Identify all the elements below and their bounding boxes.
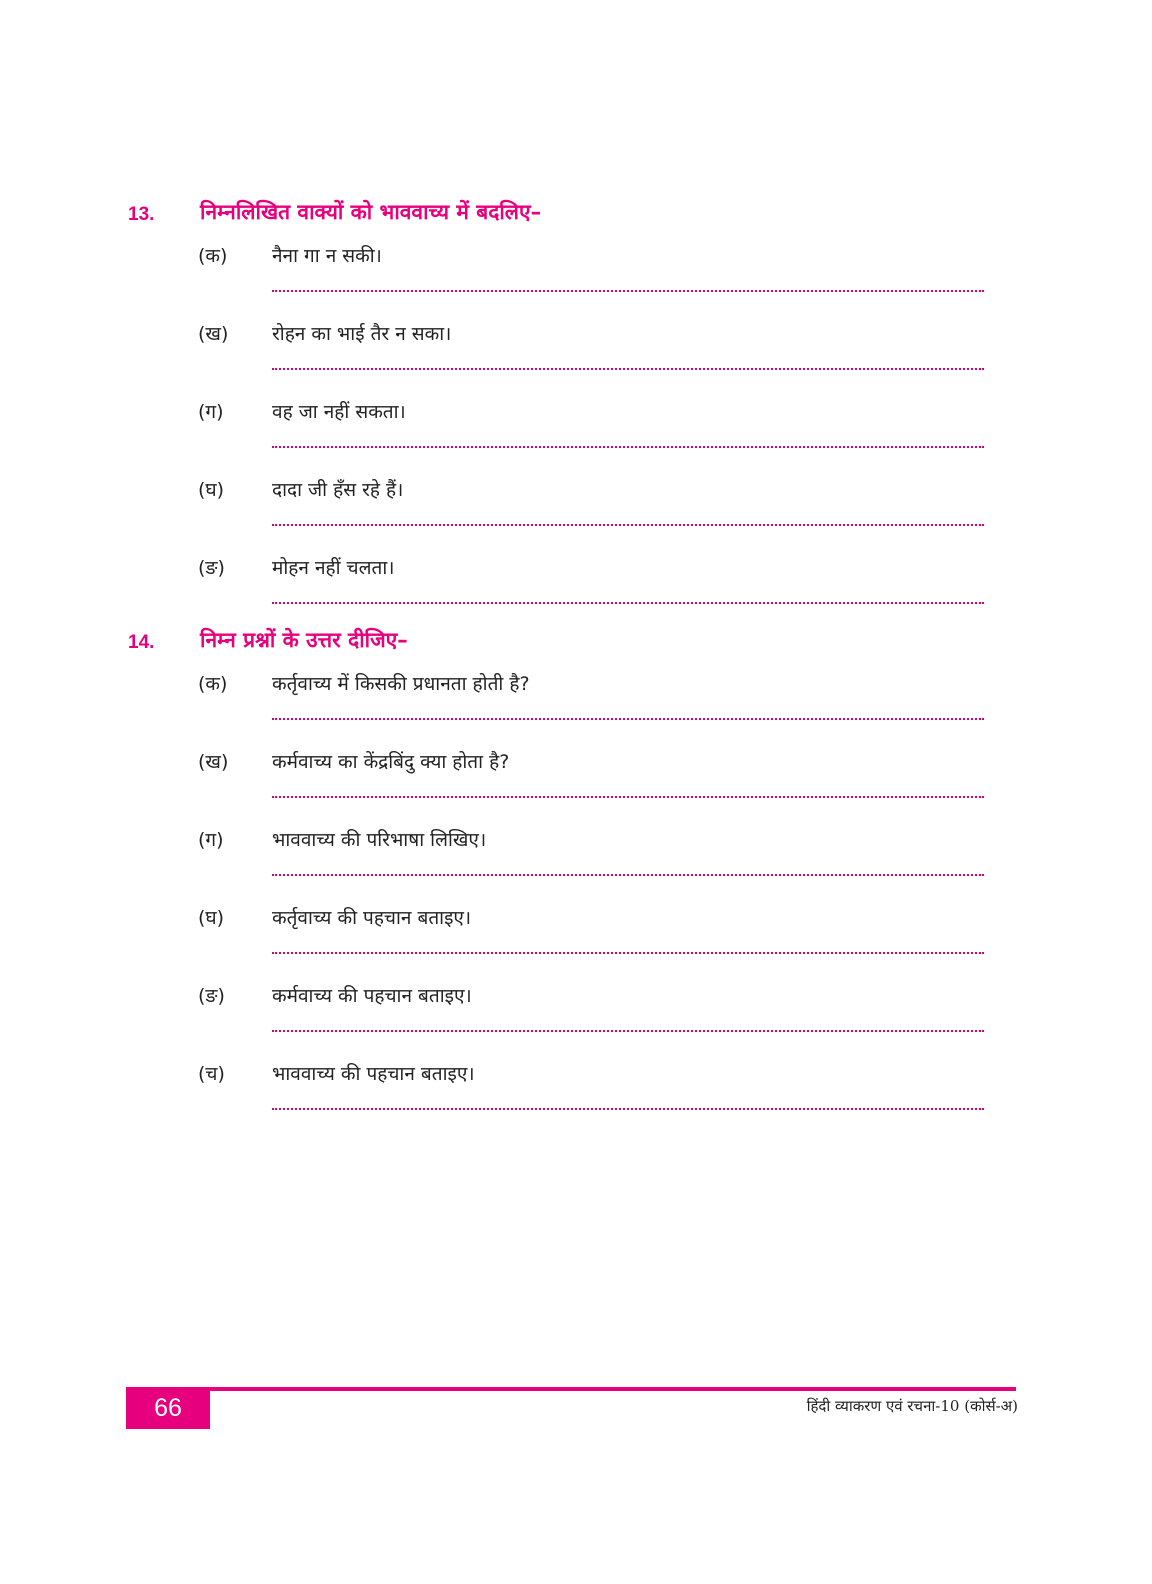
item-text: वह जा नहीं सकता। xyxy=(272,401,406,423)
list-item xyxy=(0,666,1152,744)
list-item xyxy=(0,394,1152,472)
answer-line[interactable] xyxy=(272,524,984,526)
list-item xyxy=(0,744,1152,822)
answer-line[interactable] xyxy=(272,718,984,720)
page-number xyxy=(126,1387,210,1429)
list-item xyxy=(0,472,1152,550)
item-text: कर्मवाच्य का केंद्रबिंदु क्या होता है? xyxy=(272,751,510,773)
answer-line[interactable] xyxy=(272,446,984,448)
list-item xyxy=(0,822,1152,900)
item-marker: (ङ) xyxy=(198,557,225,579)
question-14 xyxy=(0,626,1152,1134)
list-item xyxy=(0,900,1152,978)
item-text: मोहन नहीं चलता। xyxy=(272,557,395,579)
answer-line[interactable] xyxy=(272,1030,984,1032)
item-marker: (ग) xyxy=(198,401,224,423)
item-text: दादा जी हँस रहे हैं। xyxy=(272,479,404,501)
list-item xyxy=(0,238,1152,316)
question-header xyxy=(0,626,1152,666)
item-text: रोहन का भाई तैर न सका। xyxy=(272,323,452,345)
question-header xyxy=(0,198,1152,238)
question-13 xyxy=(0,198,1152,628)
answer-line[interactable] xyxy=(272,796,984,798)
answer-line[interactable] xyxy=(272,602,984,604)
answer-line[interactable] xyxy=(272,874,984,876)
item-marker: (ख) xyxy=(198,323,229,345)
item-text: कर्मवाच्य की पहचान बताइए। xyxy=(272,985,472,1007)
question-number: 13. xyxy=(128,204,155,225)
item-marker: (घ) xyxy=(198,479,225,501)
item-marker: (ग) xyxy=(198,829,224,851)
list-item xyxy=(0,1056,1152,1134)
item-text: भाववाच्य की परिभाषा लिखिए। xyxy=(272,829,487,851)
answer-line[interactable] xyxy=(272,1108,984,1110)
item-marker: (ङ) xyxy=(198,985,225,1007)
page-number-label: 66 xyxy=(154,1393,182,1422)
question-title: निम्नलिखित वाक्यों को भाववाच्य में बदलिए– xyxy=(200,200,542,224)
item-marker: (च) xyxy=(198,1063,225,1085)
item-marker: (क) xyxy=(198,673,228,695)
question-title: निम्न प्रश्नों के उत्तर दीजिए– xyxy=(200,628,408,652)
list-item xyxy=(0,550,1152,628)
item-marker: (क) xyxy=(198,245,228,267)
item-text: कर्तृवाच्य की पहचान बताइए। xyxy=(272,907,472,929)
item-text: कर्तृवाच्य में किसकी प्रधानता होती है? xyxy=(272,673,530,695)
item-marker: (ख) xyxy=(198,751,229,773)
answer-line[interactable] xyxy=(272,368,984,370)
answer-line[interactable] xyxy=(272,952,984,954)
answer-line[interactable] xyxy=(272,290,984,292)
item-text: भाववाच्य की पहचान बताइए। xyxy=(272,1063,475,1085)
book-title: हिंदी व्याकरण एवं रचना-10 (कोर्स-अ) xyxy=(806,1397,1018,1415)
list-item xyxy=(0,316,1152,394)
footer-divider xyxy=(126,1387,1016,1391)
item-marker: (घ) xyxy=(198,907,225,929)
list-item xyxy=(0,978,1152,1056)
item-text: नैना गा न सकी। xyxy=(272,245,382,267)
question-number: 14. xyxy=(128,632,155,653)
